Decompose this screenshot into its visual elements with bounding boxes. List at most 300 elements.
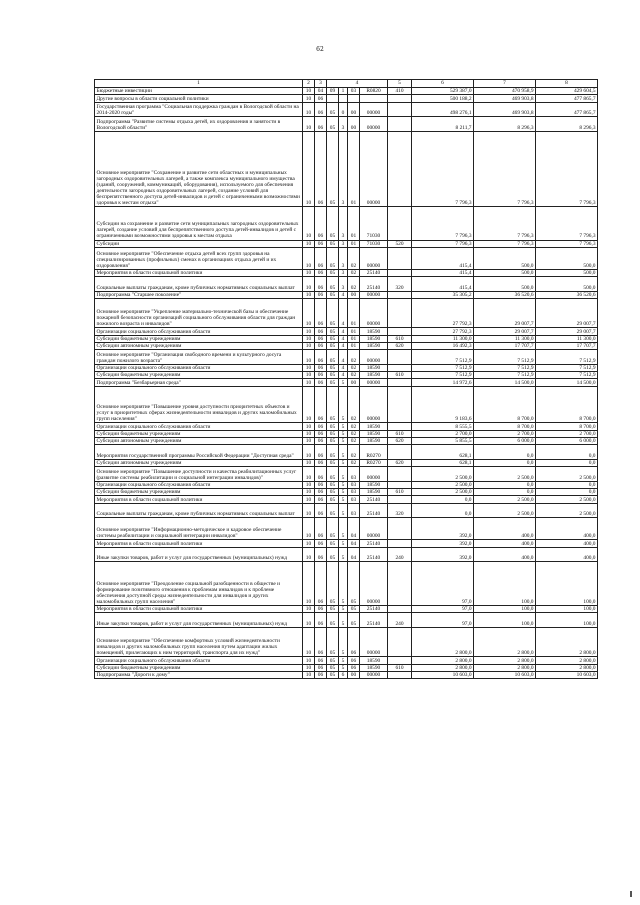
subsection-code: 06 [315, 364, 327, 371]
direction-code: 00000 [360, 386, 388, 423]
direction-code: 18590 [360, 489, 388, 496]
expense-type-code [388, 207, 412, 240]
subprogram-code: 5 [339, 613, 348, 628]
direction-code: 00000 [360, 291, 388, 298]
amount-year-2: 400,0 [474, 547, 536, 562]
header-col-4: 4 [327, 80, 388, 88]
expense-type-code [388, 299, 412, 328]
table-row [95, 364, 598, 371]
program-code: 05 [327, 445, 339, 460]
measure-code: 05 [348, 562, 360, 606]
expense-type-code [388, 247, 412, 269]
direction-code: R0270 [360, 445, 388, 460]
expense-type-code: 240 [388, 613, 412, 628]
expense-type-code [388, 657, 412, 664]
amount-year-2: 7 512,9 [474, 364, 536, 371]
section-code: 10 [303, 445, 315, 460]
amount-year-1: 97,0 [412, 562, 474, 606]
row-name: Субсидии на сохранение и развитие сети муниципальных загородных оздоровительных лагерей, создание условий для беспрепятственного доступа детей-инвалидов и детей с ограниченными возможностями здоровья к местам отдыха [95, 207, 303, 240]
amount-year-1: 392,0 [412, 518, 474, 540]
subprogram-code: 4 [339, 291, 348, 298]
amount-year-1: 7 796,3 [412, 131, 474, 206]
table-row [95, 489, 598, 496]
amount-year-2: 500,0 [474, 247, 536, 269]
table-row [95, 207, 598, 240]
table-row [95, 562, 598, 606]
direction-code: 18590 [360, 430, 388, 437]
direction-code [360, 95, 388, 102]
amount-year-3: 400,0 [536, 540, 598, 547]
row-name: Субсидии автономным учреждениям [95, 459, 303, 466]
expense-type-code: 610 [388, 335, 412, 342]
amount-year-3: 500,0 [536, 247, 598, 269]
measure-code: 01 [348, 131, 360, 206]
expense-type-code [388, 364, 412, 371]
row-name: Субсидии бюджетным учреждениям [95, 430, 303, 437]
amount-year-3: 500,0 [536, 277, 598, 292]
expense-type-code [388, 350, 412, 365]
subsection-code: 06 [315, 342, 327, 349]
amount-year-1: 0,0 [412, 496, 474, 503]
amount-year-3: 14 500,0 [536, 379, 598, 386]
amount-year-1: 7 512,9 [412, 372, 474, 379]
program-code: 05 [327, 423, 339, 430]
amount-year-2: 100,0 [474, 613, 536, 628]
budget-table-body [95, 80, 598, 679]
expense-type-code: 320 [388, 277, 412, 292]
amount-year-1: 2 800,0 [412, 628, 474, 657]
page-number: 62 [316, 46, 324, 53]
row-name: Субсидии бюджетным учреждениям [95, 335, 303, 342]
measure-code: 06 [348, 657, 360, 664]
section-code: 10 [303, 481, 315, 488]
subprogram-code: 3 [339, 277, 348, 292]
row-name: Организации социального обслуживания области [95, 328, 303, 335]
expense-type-code: 520 [388, 240, 412, 247]
row-name: Организации социального обслуживания области [95, 657, 303, 664]
amount-year-1: 498 276,1 [412, 102, 474, 117]
amount-year-3: 2 800,0 [536, 664, 598, 671]
subsection-code: 06 [315, 207, 327, 240]
program-code: 05 [327, 496, 339, 503]
row-name: Социальные выплаты гражданам, кроме публичных нормативных социальных выплат [95, 503, 303, 518]
measure-code: 02 [348, 269, 360, 276]
amount-year-1: 5 855,5 [412, 437, 474, 444]
row-name: Основное мероприятие "Повышение доступности и качества реабилитационных услуг (развитие системы реабилитации и социальной интеграции инвалидов)" [95, 467, 303, 482]
table-row [95, 459, 598, 466]
table-row [95, 606, 598, 613]
row-name: Организации социального обслуживания области [95, 364, 303, 371]
subsection-code: 06 [315, 269, 327, 276]
subprogram-code: 5 [339, 562, 348, 606]
direction-code: 25140 [360, 269, 388, 276]
direction-code: 18590 [360, 664, 388, 671]
program-code: 05 [327, 277, 339, 292]
amount-year-1: 415,4 [412, 277, 474, 292]
section-code: 10 [303, 496, 315, 503]
row-name: Иные закупки товаров, работ и услуг для государственных (муниципальных) нужд [95, 613, 303, 628]
amount-year-2: 7 512,9 [474, 350, 536, 365]
amount-year-3: 100,0 [536, 606, 598, 613]
amount-year-2: 17 707,7 [474, 342, 536, 349]
amount-year-2: 7 512,9 [474, 372, 536, 379]
row-name: Субсидии бюджетным учреждениям [95, 372, 303, 379]
table-row [95, 379, 598, 386]
amount-year-1: 628,1 [412, 445, 474, 460]
expense-type-code: 240 [388, 547, 412, 562]
amount-year-3: 429 604,5 [536, 88, 598, 95]
amount-year-1: 2 800,0 [412, 664, 474, 671]
amount-year-2: 470 958,9 [474, 88, 536, 95]
expense-type-code [388, 671, 412, 678]
section-code: 10 [303, 350, 315, 365]
amount-year-3: 400,0 [536, 518, 598, 540]
amount-year-2: 469 903,8 [474, 102, 536, 117]
amount-year-2: 0,0 [474, 459, 536, 466]
section-code: 10 [303, 606, 315, 613]
row-name: Подпрограмма "Старшее поколение" [95, 291, 303, 298]
section-code: 10 [303, 247, 315, 269]
program-code: 05 [327, 117, 339, 132]
expense-type-code: 620 [388, 342, 412, 349]
row-name: Субсидии автономным учреждениям [95, 437, 303, 444]
expense-type-code [388, 445, 412, 460]
amount-year-2: 2 800,0 [474, 664, 536, 671]
section-code: 10 [303, 489, 315, 496]
subsection-code: 06 [315, 459, 327, 466]
program-code: 05 [327, 540, 339, 547]
expense-type-code [388, 606, 412, 613]
section-code: 10 [303, 364, 315, 371]
subprogram-code: 4 [339, 335, 348, 342]
expense-type-code: 610 [388, 430, 412, 437]
amount-year-2: 29 007,7 [474, 328, 536, 335]
amount-year-1: 628,1 [412, 459, 474, 466]
subsection-code: 06 [315, 518, 327, 540]
amount-year-3: 2 800,0 [536, 657, 598, 664]
subprogram-code: 1 [339, 88, 348, 95]
measure-code: 00 [348, 379, 360, 386]
amount-year-2: 7 796,3 [474, 207, 536, 240]
amount-year-2: 11 300,0 [474, 335, 536, 342]
subsection-code: 06 [315, 628, 327, 657]
subprogram-code: 5 [339, 606, 348, 613]
expense-type-code [388, 518, 412, 540]
expense-type-code: 610 [388, 664, 412, 671]
section-code: 10 [303, 386, 315, 423]
subprogram-code: 3 [339, 247, 348, 269]
amount-year-2: 2 500,0 [474, 467, 536, 482]
direction-code: 00000 [360, 102, 388, 117]
section-code: 10 [303, 342, 315, 349]
table-row [95, 518, 598, 540]
section-code: 10 [303, 613, 315, 628]
amount-year-1: 11 300,0 [412, 335, 474, 342]
measure-code: 01 [348, 342, 360, 349]
direction-code: 25140 [360, 547, 388, 562]
program-code: 09 [327, 88, 339, 95]
row-name: Государственная программа "Социальная поддержка граждан в Вологодской области на 2014-2020 годы" [95, 102, 303, 117]
program-code: 05 [327, 364, 339, 371]
section-code: 10 [303, 240, 315, 247]
direction-code: 25140 [360, 496, 388, 503]
table-row [95, 671, 598, 678]
amount-year-1: 27 792,3 [412, 328, 474, 335]
section-code: 10 [303, 437, 315, 444]
table-row [95, 481, 598, 488]
expense-type-code [388, 540, 412, 547]
row-name: Мероприятия в области социальной политики [95, 606, 303, 613]
amount-year-2: 2 500,0 [474, 496, 536, 503]
row-name: Организации социального обслуживания области [95, 423, 303, 430]
section-code: 10 [303, 628, 315, 657]
amount-year-2: 500,0 [474, 277, 536, 292]
program-code: 05 [327, 269, 339, 276]
section-code: 10 [303, 657, 315, 664]
direction-code: 18590 [360, 342, 388, 349]
amount-year-3: 0,0 [536, 489, 598, 496]
program-code: 05 [327, 562, 339, 606]
budget-table [94, 79, 598, 679]
measure-code: 02 [348, 459, 360, 466]
amount-year-2: 6 000,0 [474, 437, 536, 444]
direction-code: R0270 [360, 459, 388, 466]
row-name: Мероприятия государственной программы Российской Федерации "Доступная среда" [95, 445, 303, 460]
program-code: 05 [327, 372, 339, 379]
amount-year-2: 14 500,0 [474, 379, 536, 386]
row-name: Основное мероприятие "Обеспечение комфортных условий жизнедеятельности инвалидов и других маломобильных групп населения путем адаптации жилых помещений, прилегающих к ним территорий, транспорта для их нужд" [95, 628, 303, 657]
subprogram-code: 3 [339, 207, 348, 240]
direction-code: 00000 [360, 117, 388, 132]
table-row [95, 350, 598, 365]
amount-year-2: 36 520,6 [474, 291, 536, 298]
amount-year-3: 500,0 [536, 269, 598, 276]
amount-year-1: 0,0 [412, 503, 474, 518]
subprogram-code: 4 [339, 372, 348, 379]
amount-year-2: 2 500,0 [474, 503, 536, 518]
table-row [95, 88, 598, 95]
direction-code: 00000 [360, 247, 388, 269]
amount-year-2: 0,0 [474, 481, 536, 488]
subsection-code: 06 [315, 430, 327, 437]
subsection-code: 06 [315, 102, 327, 117]
row-name: Другие вопросы в области социальной политики [95, 95, 303, 102]
amount-year-3: 2 800,0 [536, 628, 598, 657]
expense-type-code [388, 95, 412, 102]
subprogram-code: 5 [339, 518, 348, 540]
amount-year-2: 8 296,3 [474, 117, 536, 132]
row-name: Основное мероприятие "Преодоление социальной разобщенности в обществе и формирование позитивного отношения к проблемам инвалидов и к проблеме обеспечения доступной среды жизнедеятельности для инвалидов и других маломобильных групп населения" [95, 562, 303, 606]
measure-code: 02 [348, 445, 360, 460]
program-code: 05 [327, 430, 339, 437]
amount-year-2: 100,0 [474, 606, 536, 613]
amount-year-1: 35 305,2 [412, 291, 474, 298]
table-row [95, 131, 598, 206]
subsection-code: 06 [315, 379, 327, 386]
header-col-6: 6 [412, 80, 474, 88]
table-row [95, 277, 598, 292]
section-code: 10 [303, 102, 315, 117]
measure-code: 03 [348, 88, 360, 95]
expense-type-code [388, 379, 412, 386]
amount-year-1: 97,0 [412, 613, 474, 628]
row-name: Субсидии автономным учреждениям [95, 342, 303, 349]
direction-code: 71030 [360, 240, 388, 247]
measure-code: 02 [348, 423, 360, 430]
direction-code: 00000 [360, 562, 388, 606]
expense-type-code [388, 628, 412, 657]
subsection-code: 06 [315, 240, 327, 247]
subsection-code: 06 [315, 481, 327, 488]
subsection-code: 06 [315, 335, 327, 342]
subsection-code: 06 [315, 445, 327, 460]
amount-year-3: 400,0 [536, 547, 598, 562]
measure-code: 02 [348, 437, 360, 444]
program-code: 05 [327, 657, 339, 664]
direction-code: 71030 [360, 207, 388, 240]
subprogram-code: 5 [339, 459, 348, 466]
measure-code: 00 [348, 117, 360, 132]
program-code: 05 [327, 481, 339, 488]
table-row [95, 386, 598, 423]
table-row [95, 547, 598, 562]
header-col-3: 3 [315, 80, 327, 88]
amount-year-1: 415,4 [412, 269, 474, 276]
section-code: 10 [303, 269, 315, 276]
row-name: Социальные выплаты гражданам, кроме публичных нормативных социальных выплат [95, 277, 303, 292]
measure-code: 01 [348, 299, 360, 328]
measure-code: 00 [348, 291, 360, 298]
section-code: 10 [303, 328, 315, 335]
row-name: Бюджетные инвестиции [95, 88, 303, 95]
program-code: 05 [327, 379, 339, 386]
subprogram-code: 5 [339, 496, 348, 503]
table-row [95, 445, 598, 460]
program-code: 05 [327, 102, 339, 117]
amount-year-1: 14 972,6 [412, 379, 474, 386]
measure-code: 04 [348, 540, 360, 547]
amount-year-3: 7 796,3 [536, 240, 598, 247]
amount-year-1: 392,0 [412, 540, 474, 547]
amount-year-3: 8 296,3 [536, 117, 598, 132]
table-row [95, 240, 598, 247]
amount-year-3: 0,0 [536, 445, 598, 460]
program-code: 05 [327, 467, 339, 482]
measure-code: 01 [348, 335, 360, 342]
subsection-code: 06 [315, 350, 327, 365]
direction-code: 25140 [360, 277, 388, 292]
amount-year-1: 97,0 [412, 606, 474, 613]
subprogram-code: 4 [339, 342, 348, 349]
subsection-code: 06 [315, 117, 327, 132]
table-row [95, 335, 598, 342]
row-name: Организации социального обслуживания области [95, 481, 303, 488]
subsection-code: 06 [315, 247, 327, 269]
table-row [95, 423, 598, 430]
table-row [95, 328, 598, 335]
amount-year-3: 7 512,9 [536, 372, 598, 379]
row-name: Мероприятия в области социальной политики [95, 269, 303, 276]
measure-code: 01 [348, 207, 360, 240]
header-col-5: 5 [388, 80, 412, 88]
program-code: 05 [327, 606, 339, 613]
subprogram-code: 5 [339, 657, 348, 664]
amount-year-3: 2 500,0 [536, 503, 598, 518]
subsection-code: 06 [315, 562, 327, 606]
subprogram-code: 5 [339, 547, 348, 562]
table-row [95, 291, 598, 298]
section-code: 10 [303, 518, 315, 540]
amount-year-1: 392,0 [412, 547, 474, 562]
measure-code: 02 [348, 430, 360, 437]
amount-year-3: 477 865,7 [536, 102, 598, 117]
section-code: 10 [303, 671, 315, 678]
direction-code: 00000 [360, 671, 388, 678]
section-code: 10 [303, 117, 315, 132]
direction-code: 25140 [360, 540, 388, 547]
amount-year-1: 415,4 [412, 247, 474, 269]
subsection-code: 06 [315, 372, 327, 379]
subprogram-code: 5 [339, 430, 348, 437]
amount-year-2: 0,0 [474, 489, 536, 496]
program-code: 05 [327, 247, 339, 269]
subsection-code: 06 [315, 328, 327, 335]
subprogram-code: 3 [339, 240, 348, 247]
row-name: Основное мероприятие "Информационно-методическое и кадровое обеспечение системы реабилитации и социальной интеграции инвалидов" [95, 518, 303, 540]
header-col-7: 7 [474, 80, 536, 88]
measure-code: 00 [348, 671, 360, 678]
amount-year-3: 8 700,0 [536, 386, 598, 423]
amount-year-2: 2 800,0 [474, 657, 536, 664]
amount-year-3: 100,0 [536, 613, 598, 628]
measure-code: 02 [348, 350, 360, 365]
subsection-code: 06 [315, 657, 327, 664]
table-row [95, 342, 598, 349]
section-code: 10 [303, 467, 315, 482]
measure-code: 02 [348, 247, 360, 269]
amount-year-1: 7 796,3 [412, 207, 474, 240]
amount-year-1: 7 512,9 [412, 350, 474, 365]
amount-year-2: 29 007,7 [474, 299, 536, 328]
expense-type-code [388, 562, 412, 606]
direction-code: 00000 [360, 131, 388, 206]
amount-year-1: 2 700,0 [412, 430, 474, 437]
section-code: 10 [303, 547, 315, 562]
measure-code: 03 [348, 496, 360, 503]
amount-year-1: 7 512,9 [412, 364, 474, 371]
subprogram-code: 4 [339, 364, 348, 371]
table-row [95, 430, 598, 437]
table-row [95, 664, 598, 671]
amount-year-2: 7 796,3 [474, 131, 536, 206]
table-row [95, 540, 598, 547]
row-name: Основное мероприятие "Укрепление материально-технической базы и обеспечение пожарной безопасности организаций социального обслуживания области для граждан пожилого возраста и инвалидов" [95, 299, 303, 328]
subprogram-code: 3 [339, 269, 348, 276]
expense-type-code [388, 117, 412, 132]
expense-type-code [388, 467, 412, 482]
direction-code: 18590 [360, 372, 388, 379]
expense-type-code [388, 386, 412, 423]
subprogram-code: 4 [339, 350, 348, 365]
program-code: 05 [327, 664, 339, 671]
subsection-code: 06 [315, 606, 327, 613]
section-code: 10 [303, 277, 315, 292]
program-code: 05 [327, 328, 339, 335]
amount-year-2: 400,0 [474, 540, 536, 547]
amount-year-3: 6 000,0 [536, 437, 598, 444]
section-code: 10 [303, 459, 315, 466]
table-row [95, 269, 598, 276]
